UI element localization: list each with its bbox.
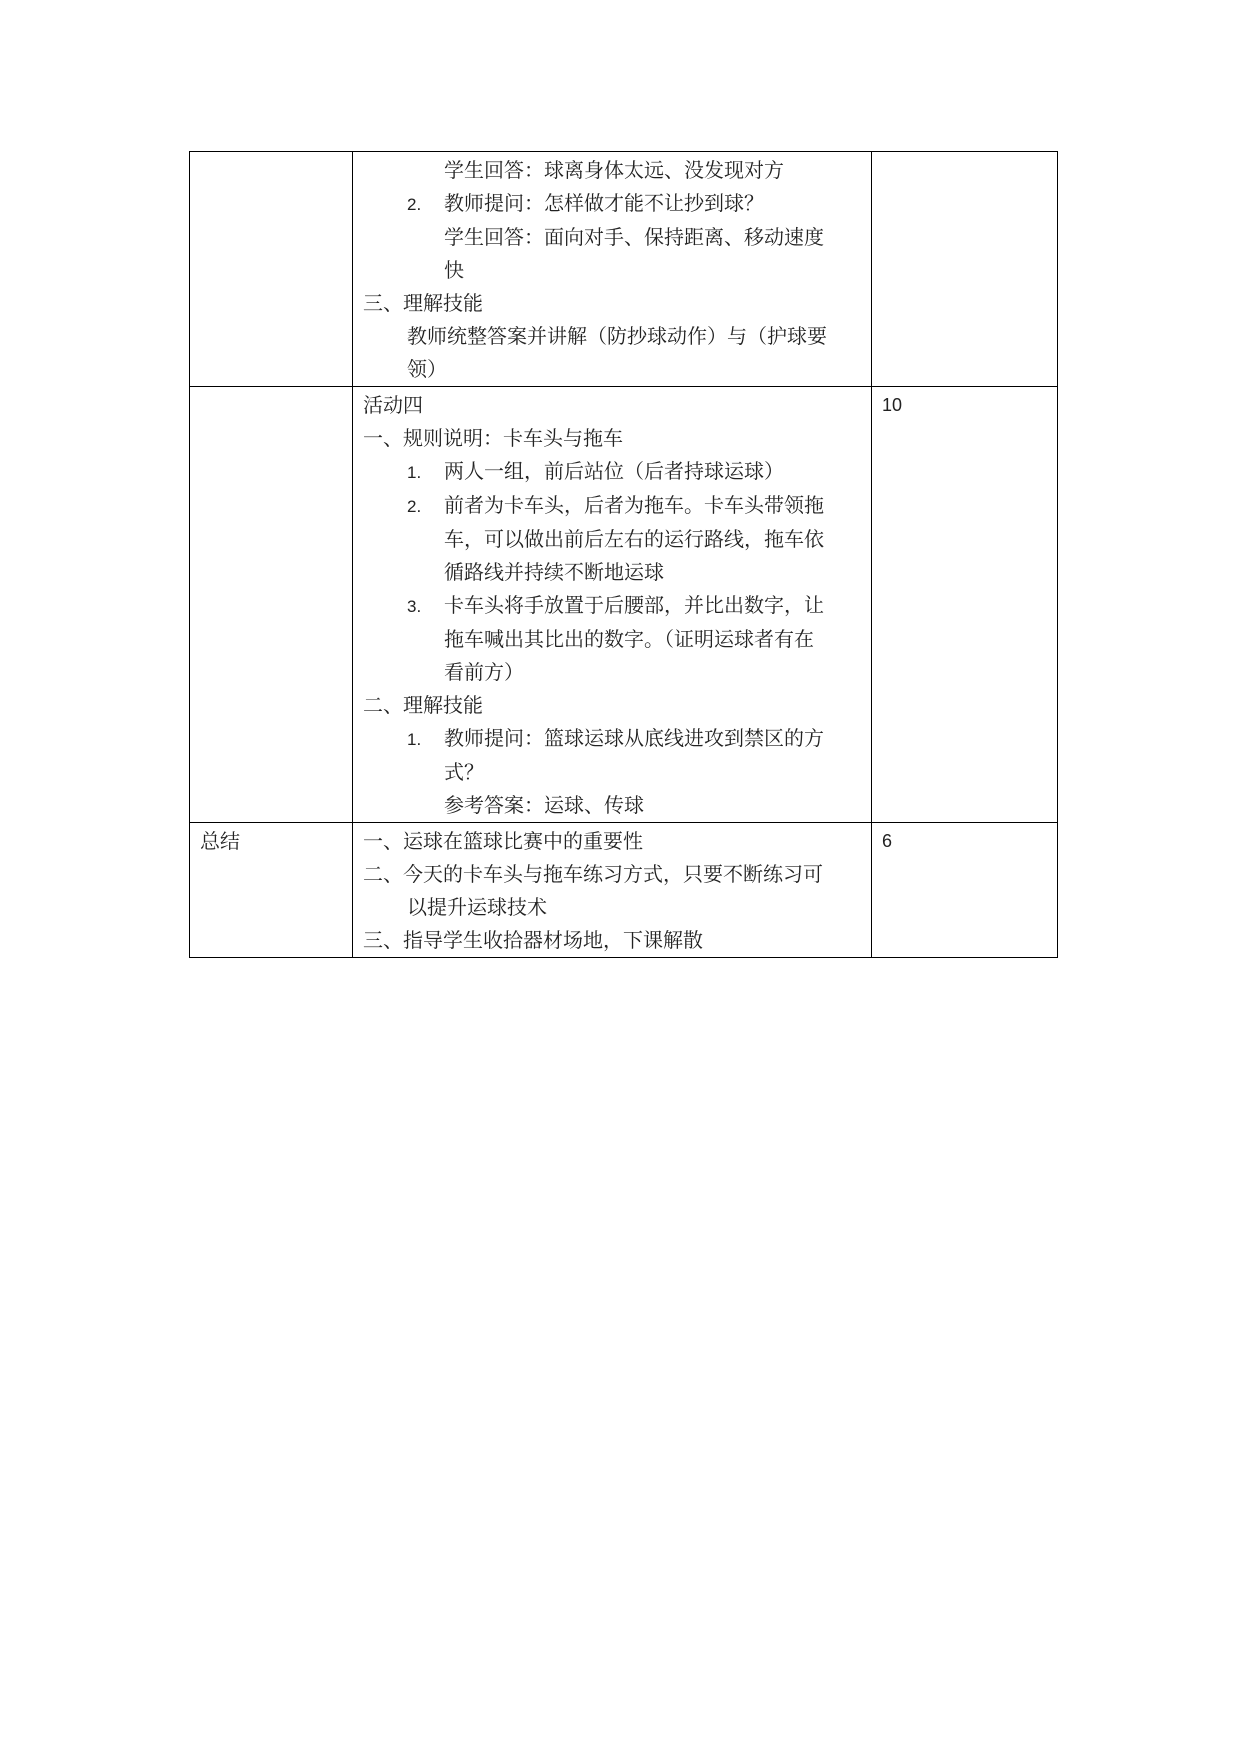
content-line: 式？	[444, 760, 484, 784]
list-number: 1.	[407, 730, 422, 749]
content-line: 前者为卡车头，后者为拖车。卡车头带领拖	[444, 493, 824, 517]
content-line: 教师提问：怎样做才能不让抄到球？	[444, 191, 764, 215]
content-line: 教师统整答案并讲解（防抄球动作）与（护球要	[407, 324, 827, 348]
summary-item: 三、指导学生收拾器材场地，下课解散	[363, 928, 703, 952]
table-row	[190, 152, 1058, 387]
section-heading: 一、规则说明：卡车头与拖车	[363, 426, 623, 450]
lesson-plan-table	[189, 151, 1058, 958]
content-line: 循路线并持续不断地运球	[444, 560, 664, 584]
content-line: 两人一组，前后站位（后者持球运球）	[444, 459, 784, 483]
phase-cell	[190, 152, 353, 387]
content-line: 教师提问：篮球运球从底线进攻到禁区的方	[444, 726, 824, 750]
phase-cell	[190, 387, 353, 823]
minutes-cell	[872, 152, 1058, 387]
phase-cell: 总结	[190, 823, 353, 958]
content-line: 学生回答：面向对手、保持距离、移动速度	[444, 225, 824, 249]
section-heading: 三、理解技能	[363, 291, 483, 315]
section-heading: 二、理解技能	[363, 693, 483, 717]
list-number: 3.	[407, 597, 422, 616]
table-row	[190, 387, 1058, 823]
content-cell	[353, 387, 872, 823]
content-cell	[353, 152, 872, 387]
list-number: 2.	[407, 195, 422, 214]
content-line: 看前方）	[444, 660, 524, 684]
content-line: 学生回答：球离身体太远、没发现对方	[444, 158, 784, 182]
content-line: 拖车喊出其比出的数字。（证明运球者有在	[444, 627, 814, 651]
minutes-cell: 10	[872, 387, 1058, 823]
minutes-cell: 6	[872, 823, 1058, 958]
content-line: 快	[444, 258, 464, 282]
summary-item: 以提升运球技术	[407, 895, 547, 919]
activity-title: 活动四	[363, 393, 423, 417]
summary-item: 一、运球在篮球比赛中的重要性	[363, 829, 643, 853]
content-line: 领）	[407, 357, 447, 381]
content-cell	[353, 823, 872, 958]
content-line: 车，可以做出前后左右的运行路线，拖车依	[444, 527, 824, 551]
content-line: 卡车头将手放置于后腰部，并比出数字，让	[444, 593, 824, 617]
summary-item: 二、今天的卡车头与拖车练习方式，只要不断练习可	[363, 862, 823, 886]
list-number: 2.	[407, 497, 422, 516]
list-number: 1.	[407, 463, 422, 482]
content-line: 参考答案：运球、传球	[444, 793, 644, 817]
table-row	[190, 823, 1058, 958]
